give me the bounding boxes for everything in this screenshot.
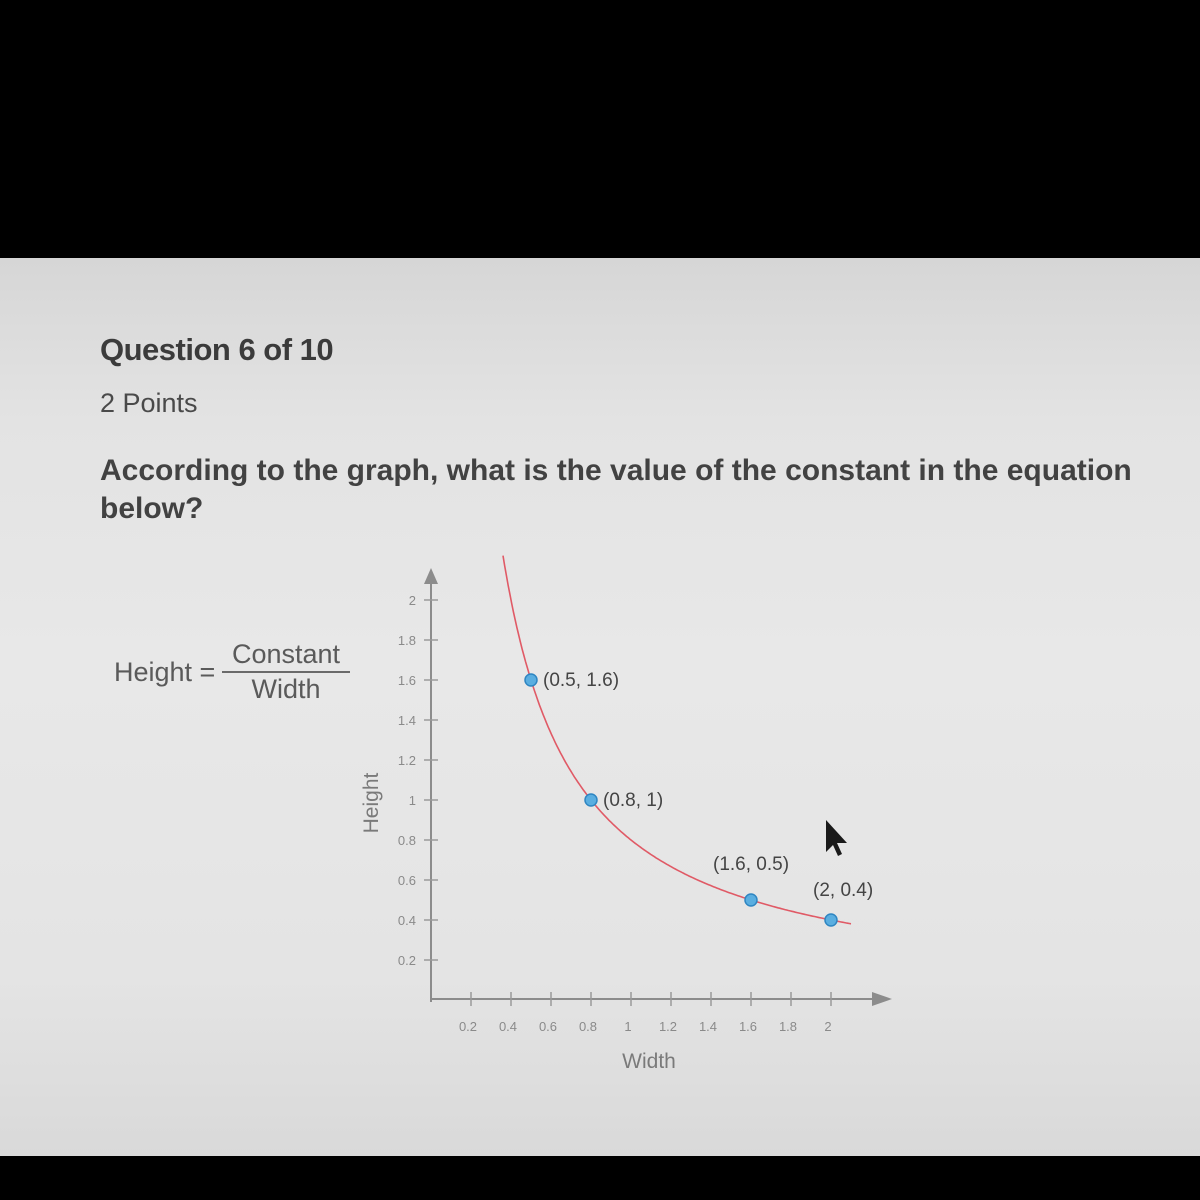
- y-axis-arrow: [424, 568, 438, 584]
- x-tick-label: 1.4: [698, 1019, 718, 1034]
- y-tick-label: 0.8: [397, 833, 416, 848]
- y-tick-label: 1.2: [397, 753, 416, 768]
- data-points: [525, 670, 873, 926]
- x-tick-label: 1.8: [778, 1019, 798, 1034]
- y-tick-label: 1.6: [397, 673, 416, 688]
- y-axis-title: Height: [360, 772, 383, 834]
- x-tick-label: 2: [824, 1019, 832, 1034]
- chart: [0, 258, 1200, 1156]
- mouse-cursor-icon: [826, 820, 847, 856]
- x-tick-label: 0.4: [498, 1019, 518, 1034]
- x-tick-label: 1: [624, 1019, 632, 1034]
- y-tick-label: 2: [408, 593, 416, 608]
- question-points: 2 Points: [100, 388, 198, 418]
- y-tick-label: 1.8: [397, 633, 416, 648]
- axes: [424, 568, 892, 1006]
- data-point: [745, 894, 757, 906]
- question-title: Question 6 of 10: [100, 332, 334, 367]
- y-tick-label: 0.4: [397, 913, 416, 928]
- data-point-label: (1.6, 0.5): [713, 854, 790, 875]
- data-point: [525, 674, 537, 686]
- data-point-label: (0.8, 1): [603, 790, 664, 811]
- data-point-label: (0.5, 1.6): [543, 670, 620, 691]
- question-text: According to the graph, what is the value of the constant in the equation below?: [100, 454, 1132, 525]
- y-tick-label: 0.2: [397, 953, 416, 968]
- equation-denominator: Width: [251, 674, 321, 704]
- screen: [0, 258, 1200, 1156]
- x-tick-label: 0.2: [458, 1019, 478, 1034]
- equation-numerator: Constant: [231, 639, 341, 669]
- y-tick-label: 0.6: [397, 873, 416, 888]
- x-tick-label: 0.8: [578, 1019, 598, 1034]
- x-tick-label: 1.2: [658, 1019, 678, 1034]
- x-axis-arrow: [872, 992, 892, 1006]
- data-point-label: (2, 0.4): [813, 880, 874, 901]
- data-point: [585, 794, 597, 806]
- y-tick-label: 1.4: [397, 713, 416, 728]
- y-tick-label: 1: [408, 793, 416, 808]
- x-axis-title: Width: [622, 1050, 676, 1073]
- x-tick-label: 0.6: [538, 1019, 558, 1034]
- x-tick-label: 1.6: [738, 1019, 758, 1034]
- data-point: [825, 914, 837, 926]
- curve-line: [503, 556, 851, 924]
- equation-lhs: Height =: [114, 657, 216, 687]
